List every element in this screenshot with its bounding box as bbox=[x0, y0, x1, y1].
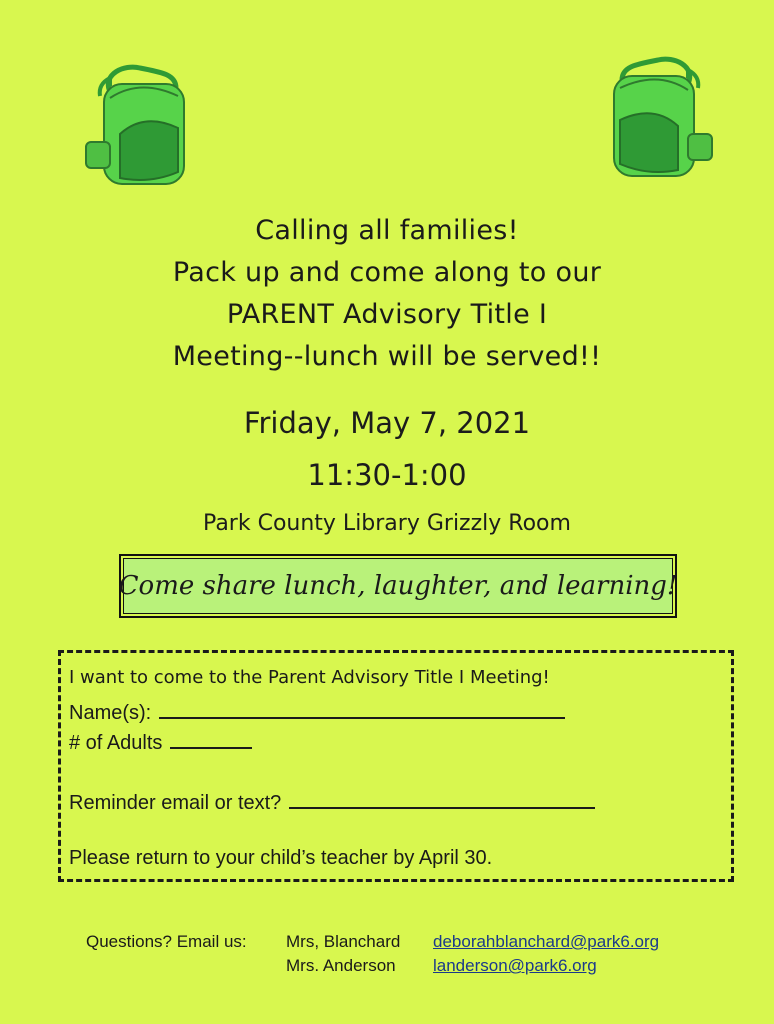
names-field[interactable] bbox=[159, 699, 565, 719]
contact-name: Mrs, Blanchard bbox=[286, 932, 401, 951]
headline bbox=[0, 210, 774, 378]
headline-line: Pack up and come along to our bbox=[172, 257, 602, 288]
contact-name: Mrs. Anderson bbox=[286, 956, 396, 975]
headline-line: PARENT Advisory Title I bbox=[226, 299, 548, 330]
reminder-label: Reminder email or text? bbox=[69, 792, 282, 814]
adults-label: # of Adults bbox=[69, 732, 163, 754]
backpack-icon bbox=[600, 56, 718, 184]
rsvp-form bbox=[58, 650, 734, 882]
reminder-row bbox=[69, 789, 595, 815]
adults-row bbox=[69, 729, 252, 755]
reminder-field[interactable] bbox=[289, 789, 595, 809]
contact-email-link[interactable]: deborahblanchard@park6.org bbox=[433, 932, 660, 951]
form-heading: I want to come to the Parent Advisory Title I Meeting! bbox=[69, 667, 550, 688]
names-label: Name(s): bbox=[69, 702, 152, 724]
headline-line: Calling all families! bbox=[255, 215, 519, 246]
questions-label: Questions? Email us: bbox=[86, 932, 247, 951]
backpack-icon bbox=[80, 64, 198, 192]
adults-field[interactable] bbox=[170, 729, 252, 749]
headline-line: Meeting--lunch will be served!! bbox=[172, 341, 602, 372]
contact-email-link[interactable]: landerson@park6.org bbox=[433, 956, 597, 975]
event-time: 11:30-1:00 bbox=[307, 458, 467, 492]
banner bbox=[119, 554, 677, 618]
return-note: Please return to your child’s teacher by April 30. bbox=[69, 847, 493, 869]
event-location: Park County Library Grizzly Room bbox=[203, 511, 571, 536]
event-date: Friday, May 7, 2021 bbox=[243, 406, 531, 440]
banner-text: Come share lunch, laughter, and learning! bbox=[118, 571, 678, 601]
names-row bbox=[69, 699, 565, 725]
